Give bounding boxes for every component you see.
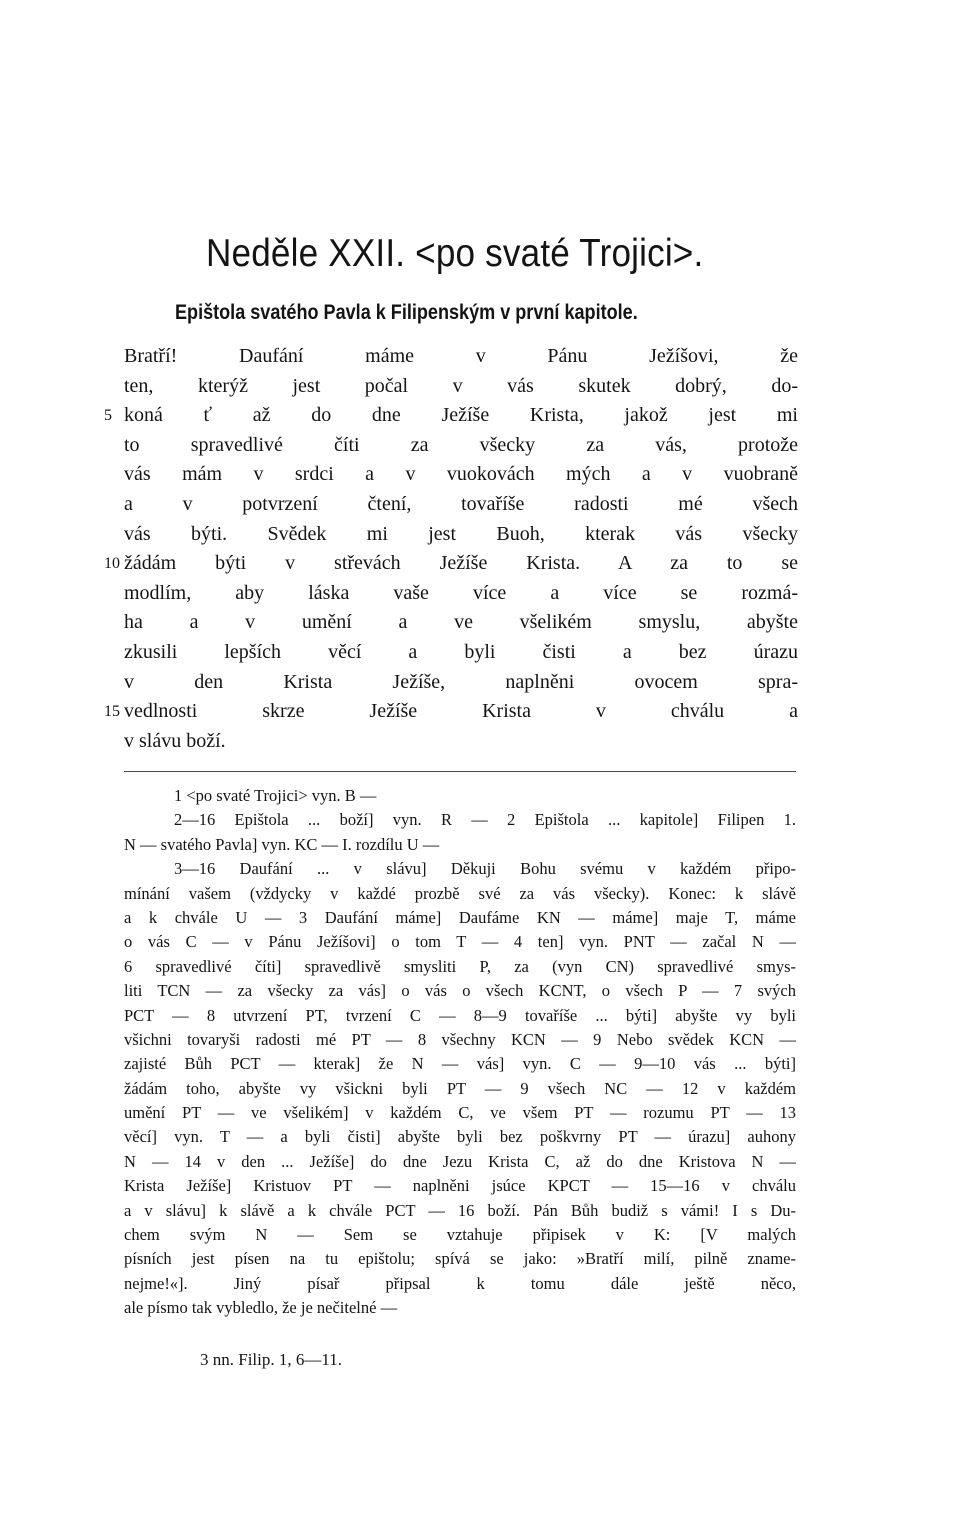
text-line-content: v den Krista Ježíše, naplněni ovocem spra- (124, 670, 798, 693)
text-line-content: v slávu boží. (124, 729, 226, 752)
text-line (124, 668, 798, 698)
note-line: nejme!«]. Jiný písař připsal k tomu dále ještě něco, (124, 1273, 796, 1293)
note-line: žádám toho, abyšte vy všickni byli PT — 9 všech NC — 12 v každém (124, 1078, 796, 1098)
text-line (124, 460, 798, 490)
text-line (124, 638, 798, 668)
note-line: o vás C — v Pánu Ježíšovi] o tom T — 4 ten] vyn. PNT — začal N — (124, 932, 796, 952)
note-line: PCT — 8 utvrzení PT, tvrzení C — 8—9 tovaříše ... býti] abyšte vy byli (124, 1005, 796, 1025)
text-line-content: vedlnosti skrze Ježíše Krista v chválu a (124, 700, 798, 723)
text-line (104, 549, 798, 579)
text-line (104, 697, 798, 727)
text-line (124, 727, 798, 757)
note-line: ale písmo tak vybledlo, že je nečitelné — (124, 1298, 398, 1318)
line-number: 5 (104, 407, 112, 425)
text-line-content: vás býti. Svědek mi jest Buoh, kterak vás všecky (124, 522, 798, 545)
text-line-content: ten, kterýž jest počal v vás skutek dobrý, do- (124, 374, 798, 397)
text-line-content: vás mám v srdci a v vuokovách mých a v vuobraně (124, 463, 798, 486)
note-line: Krista Ježíše] Kristuov PT — naplněni jsúce KPCT — 15—16 v chválu (124, 1176, 796, 1196)
text-line-content: a v potvrzení čtení, tovaříše radosti mé všech (124, 492, 798, 515)
line-number: 15 (104, 703, 120, 721)
text-line (104, 401, 798, 431)
text-line-content: žádám býti v střevách Ježíše Krista. A za to se (124, 552, 798, 575)
line-number: 10 (104, 555, 120, 573)
note-line: věcí] vyn. T — a byli čisti] abyšte byli bez poškvrny PT — úrazu] auhony (124, 1127, 796, 1147)
text-line (124, 431, 798, 461)
note-line: liti TCN — za všecky za vás] o vás o všech KCNT, o všech P — 7 svých (124, 981, 796, 1001)
text-line-content: koná ť až do dne Ježíše Krista, jakož jest mi (124, 404, 798, 427)
note-line: chem svým N — Sem se vztahuje připisek v K: [V malých (124, 1225, 796, 1245)
text-line (124, 372, 798, 402)
footnote-divider (124, 771, 796, 772)
note-line: N — 14 v den ... Ježíše] do dne Jezu Krista C, až do dne Kristova N — (124, 1151, 796, 1171)
note-line: 6 spravedlivé číti] spravedlivě smysliti P, za (vyn CN) spravedlivé smys- (124, 956, 796, 976)
note-line: všichni tovaryši radosti mé PT — 8 všechny KCN — 9 Nebo svědek KCN — (124, 1029, 796, 1049)
text-line (124, 490, 798, 520)
text-line-content: to spravedlivé číti za všecky za vás, protože (124, 433, 798, 456)
note-line: 3—16 Daufání ... v slávu] Děkuji Bohu svému v každém připo- (174, 859, 796, 879)
biblical-reference: 3 nn. Filip. 1, 6—11. (200, 1350, 342, 1369)
note-line: mínání vašem (vždycky v každé prozbě své za vás všecky). Konec: k slávě (124, 883, 796, 903)
note-line: a v slávu] k slávě a k chvále PCT — 16 boží. Pán Bůh budiž s vámi! I s Du- (124, 1200, 796, 1220)
note-line: zajisté Bůh PCT — kterak] že N — vás] vyn. C — 9—10 vás ... býti] (124, 1054, 796, 1074)
text-line (124, 579, 798, 609)
apparatus-notes (124, 784, 796, 1321)
note-line: a k chvále U — 3 Daufání máme] Daufáme KN — máme] maje T, máme (124, 907, 796, 927)
note-line: umění PT — ve všelikém] v každém C, ve všem PT — rozumu PT — 13 (124, 1103, 796, 1123)
note-line: písních jest písen na tu epištolu; spívá se jako: »Bratří milí, pilně zname- (124, 1249, 796, 1269)
text-line-content: modlím, aby láska vaše více a více se rozmá- (124, 581, 798, 604)
text-line (124, 520, 798, 550)
text-line (124, 342, 798, 372)
page-title: Neděle XXII. <po svaté Trojici>. (206, 232, 704, 275)
note-line: 1 <po svaté Trojici> vyn. B — (174, 786, 377, 805)
text-line (124, 608, 798, 638)
text-line-content: Bratří! Daufání máme v Pánu Ježíšovi, že (124, 345, 798, 367)
main-text-block (104, 342, 798, 756)
page-subtitle: Epištola svatého Pavla k Filipenským v první kapitole. (175, 301, 638, 324)
text-line-content: zkusili lepších věcí a byli čisti a bez úrazu (124, 640, 798, 663)
note-line: N — svatého Pavla] vyn. KC — I. rozdílu U — (124, 834, 440, 854)
note-line: 2—16 Epištola ... boží] vyn. R — 2 Epištola ... kapitole] Filipen 1. (174, 810, 796, 830)
text-line-content: ha a v umění a ve všelikém smyslu, abyšte (124, 611, 798, 634)
